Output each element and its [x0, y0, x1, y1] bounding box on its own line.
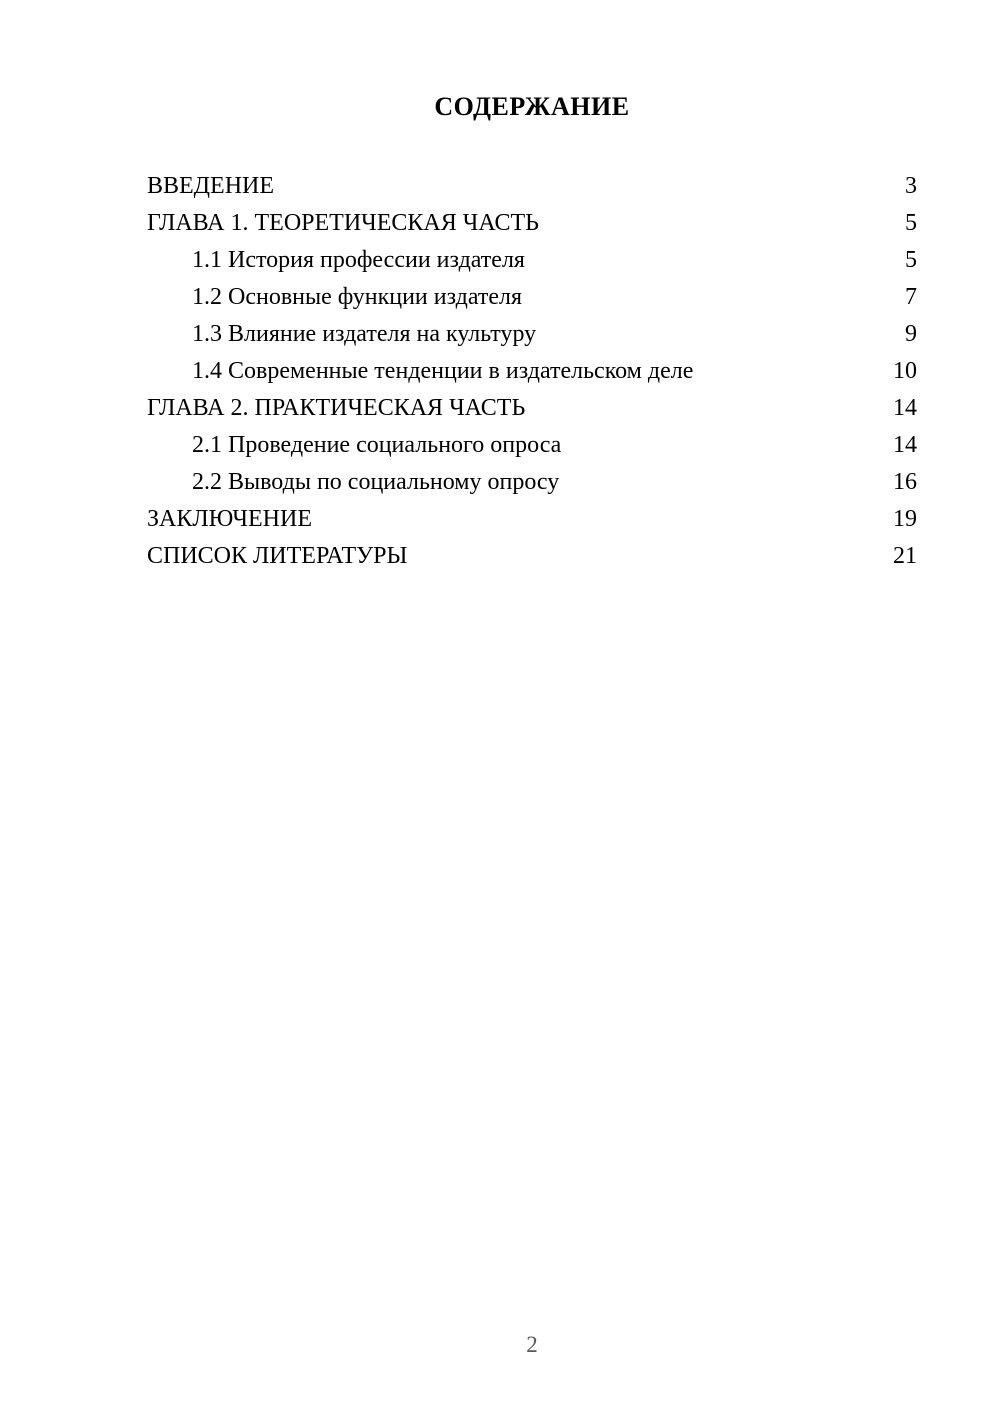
toc-entry	[147, 390, 917, 427]
toc-entry-label: 1.2 Основные функции издателя	[192, 284, 523, 310]
toc-entry-page: 5	[905, 210, 917, 236]
toc-entry	[147, 205, 917, 242]
toc-entry-page: 21	[893, 543, 917, 569]
toc-entry-page: 16	[893, 469, 917, 495]
toc-list	[147, 168, 917, 575]
toc-entry	[147, 353, 917, 390]
toc-entry-page: 9	[905, 321, 917, 347]
toc-entry-label: ГЛАВА 1. ТЕОРЕТИЧЕСКАЯ ЧАСТЬ	[147, 210, 539, 236]
toc-entry-label: 1.1 История профессии издателя	[192, 247, 525, 273]
page-title: СОДЕРЖАНИЕ	[434, 92, 630, 121]
toc-entry-page: 14	[893, 432, 917, 458]
toc-entry-page: 19	[893, 506, 917, 532]
toc-entry-page: 7	[905, 284, 917, 310]
toc-entry-page: 14	[893, 395, 917, 421]
toc-entry	[147, 242, 917, 279]
toc-entry-label: 1.4 Современные тенденции в издательском деле	[192, 358, 694, 384]
toc-entry-page: 10	[893, 358, 917, 384]
toc-entry	[147, 316, 917, 353]
toc-entry-label: 2.2 Выводы по социальному опросу	[192, 469, 560, 495]
toc-entry-label: ВВЕДЕНИЕ	[147, 173, 275, 199]
page-number: 2	[526, 1332, 538, 1357]
toc-entry-label: 1.3 Влияние издателя на культуру	[192, 321, 537, 347]
toc-entry-label: СПИСОК ЛИТЕРАТУРЫ	[147, 543, 408, 569]
toc-entry-label: ЗАКЛЮЧЕНИЕ	[147, 506, 312, 532]
toc-entry	[147, 464, 917, 501]
toc-entry	[147, 279, 917, 316]
toc-entry-page: 5	[905, 247, 917, 273]
toc-entry	[147, 538, 917, 575]
toc-entry	[147, 168, 917, 205]
toc-entry-label: ГЛАВА 2. ПРАКТИЧЕСКАЯ ЧАСТЬ	[147, 395, 526, 421]
toc-entry	[147, 501, 917, 538]
toc-entry-label: 2.1 Проведение социального опроса	[192, 432, 562, 458]
toc-entry-page: 3	[905, 173, 917, 199]
toc-entry	[147, 427, 917, 464]
